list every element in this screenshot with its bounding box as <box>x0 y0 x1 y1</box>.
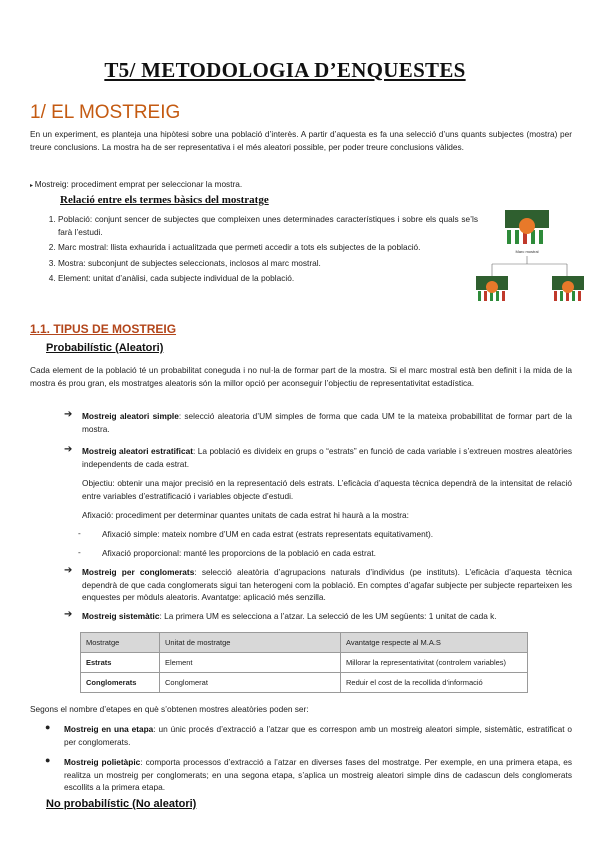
estratificat-label: Mostreig aleatori estratificat <box>82 446 193 456</box>
etapa-una-item <box>64 723 572 748</box>
afixacio-text: Afixació: procediment per determinar quantes unitats de cada estrat hi haurà a la mostra: <box>82 510 409 520</box>
mostreig-definition <box>30 178 430 193</box>
etapa-poli-item <box>64 756 572 794</box>
arrow-icon: ➔ <box>64 444 73 455</box>
table-header-cell: Unitat de mostratge <box>160 633 341 653</box>
sistematic-item <box>82 610 572 623</box>
conglomerats-label: Mostreig per conglomerats <box>82 567 195 577</box>
table-cell: Millorar la representativitat (controlem variables) <box>341 653 528 673</box>
table-cell: Estrats <box>81 653 160 673</box>
no-probabilistic-heading: No probabilístic (No aleatori) <box>46 798 197 810</box>
table-header-cell: Mostratge <box>81 633 160 653</box>
population-icon <box>505 210 549 246</box>
etapa-poli-text: : comporta processos d’extracció a l’atzar en diverses fases del mostratge. Per exemple, en una primera etapa, es realitza un mostreig per conglomerats; en una segona etapa, s’aplica un mostreig aleatori simple dins de cadascun dels conglomerats escollits a la primera etapa. <box>64 757 573 793</box>
simple-label: Mostreig aleatori simple <box>82 411 179 421</box>
bullet-icon: ● <box>45 722 51 732</box>
tipus-heading: 1.1. TIPUS DE MOSTREIG <box>30 322 177 336</box>
objectiu-text: Objectiu: obtenir una major precisió en la representació dels estrats. L’eficàcia d’aquesta tècnica dependrà de la intensitat de relació entre variables d’estratificació i variables objecte d’estudi. <box>82 478 572 501</box>
small-bullet-icon: ▸ <box>30 183 35 189</box>
estratificat-item <box>82 445 572 470</box>
arrow-icon: ➔ <box>64 565 73 576</box>
table-row <box>81 653 528 673</box>
dash-icon: - <box>78 547 81 557</box>
conglomerats-item <box>82 566 572 604</box>
simple-text: : selecció aleatoria d’UM simples de forma que cada UM te la mateixa probabillitat de formar part de la mostra. <box>82 411 572 434</box>
list-item: 1. Població: conjunt sencer de subjectes que compleixen unes determinades característiques i sobre els quals se’ls farà l’estudi. <box>58 213 478 238</box>
list-item: 3. Mostra: subconjunt de subjectes seleccionats, inclosos al marc mostral. <box>58 257 478 270</box>
list-item: 4. Element: unitat d’anàlisi, cada subjecte individual de la població. <box>58 272 478 285</box>
conglomerats-text: : selecció aleatòria d’agrupacions naturals d’individus (pe instituts). L’eficàcia d’aquesta tècnica dependrà de que cada conglomerats sigui tan heterogeni com la població. En comptes d’agafar subjecte per subjecte reparteixen les enquestes per mòduls aleatoris. Avantatge: aplicació més senzilla. <box>82 567 573 603</box>
etapa-poli-label: Mostreig polietàpic <box>64 757 141 767</box>
terms-list <box>44 213 478 288</box>
etapa-una-label: Mostreig en una etapa <box>64 724 154 734</box>
intro-paragraph: En un experiment, es planteja una hipòtesi sobre una població d’interès. A partir d’aquesta es fa una selecció d’uns quants subjectes (mostra) per treure conclusions. La mostra ha de ser representativa i el més aleatori possible, per poder treure conclusions vàlides. <box>30 129 572 152</box>
relacio-heading: Relació entre els termes bàsics del mostratge <box>60 194 269 206</box>
table-row <box>81 673 528 693</box>
table-header-row <box>81 633 528 653</box>
section-heading-mostreig: 1/ EL MOSTREIG <box>30 102 181 123</box>
sample-icon-right <box>552 276 584 302</box>
sistematic-label: Mostreig sistemàtic <box>82 611 160 621</box>
list-item: 2. Marc mostral: llista exhaurida i actualitzada que permeti accedir a tots els subjectes de la població. <box>58 241 478 254</box>
bullet-icon: ● <box>45 755 51 765</box>
page-title: T5/ METODOLOGIA D’ENQUESTES <box>104 58 466 82</box>
table-header-cell: Avantatge respecte al M.A.S <box>341 633 528 653</box>
probabilistic-intro: Cada element de la població té un probabilitat coneguda i no nul·la de formar part de la mostra. Si el marc mostral està ben definit i la mida de la mostra és prou gran, els mostratges aleatoris són la millor opció per aconseguir l’objectiu de representativitat estadística. <box>30 365 572 388</box>
dash-icon: - <box>78 528 81 538</box>
etapa-una-text: : un únic procés d’extracció a l’atzar que es correspon amb un mostreig aleatori simple, sistemàtic, estratificat o per conglomerats. <box>64 724 572 747</box>
mostreig-definition-text: Mostreig: procediment emprat per seleccionar la mostra. <box>34 179 243 189</box>
mostratge-table <box>80 632 528 693</box>
etapes-intro: Segons el nombre d’etapes en què s’obtenen mostres aleatòries poden ser: <box>30 704 309 714</box>
diagram-caption: Marc mostral <box>515 249 539 254</box>
simple-item <box>82 410 572 435</box>
sampling-diagram <box>472 208 592 318</box>
table-cell: Reduir el cost de la recollida d’informació <box>341 673 528 693</box>
probabilistic-heading: Probabilístic (Aleatori) <box>46 342 164 354</box>
arrow-icon: ➔ <box>64 409 73 420</box>
estratificat-text: : La població es divideix en grups o “estrats” en funció de cada variable i s’extreuen mostres aleatòries independents de cada estrat. <box>82 446 572 469</box>
sample-icon-left <box>476 276 508 302</box>
table-cell: Element <box>160 653 341 673</box>
afixacio-simple: Afixació simple: mateix nombre d’UM en cada estrat (estrats representats equitativament). <box>102 529 434 539</box>
table-cell: Conglomerats <box>81 673 160 693</box>
table-cell: Conglomerat <box>160 673 341 693</box>
sistematic-text: : La primera UM es selecciona a l’atzar. La selecció de les UM següents: 1 unitat de cada k. <box>159 611 497 621</box>
arrow-icon: ➔ <box>64 609 73 620</box>
afixacio-proporcional: Afixació proporcional: manté les proporcions de la població en cada estrat. <box>102 548 376 558</box>
